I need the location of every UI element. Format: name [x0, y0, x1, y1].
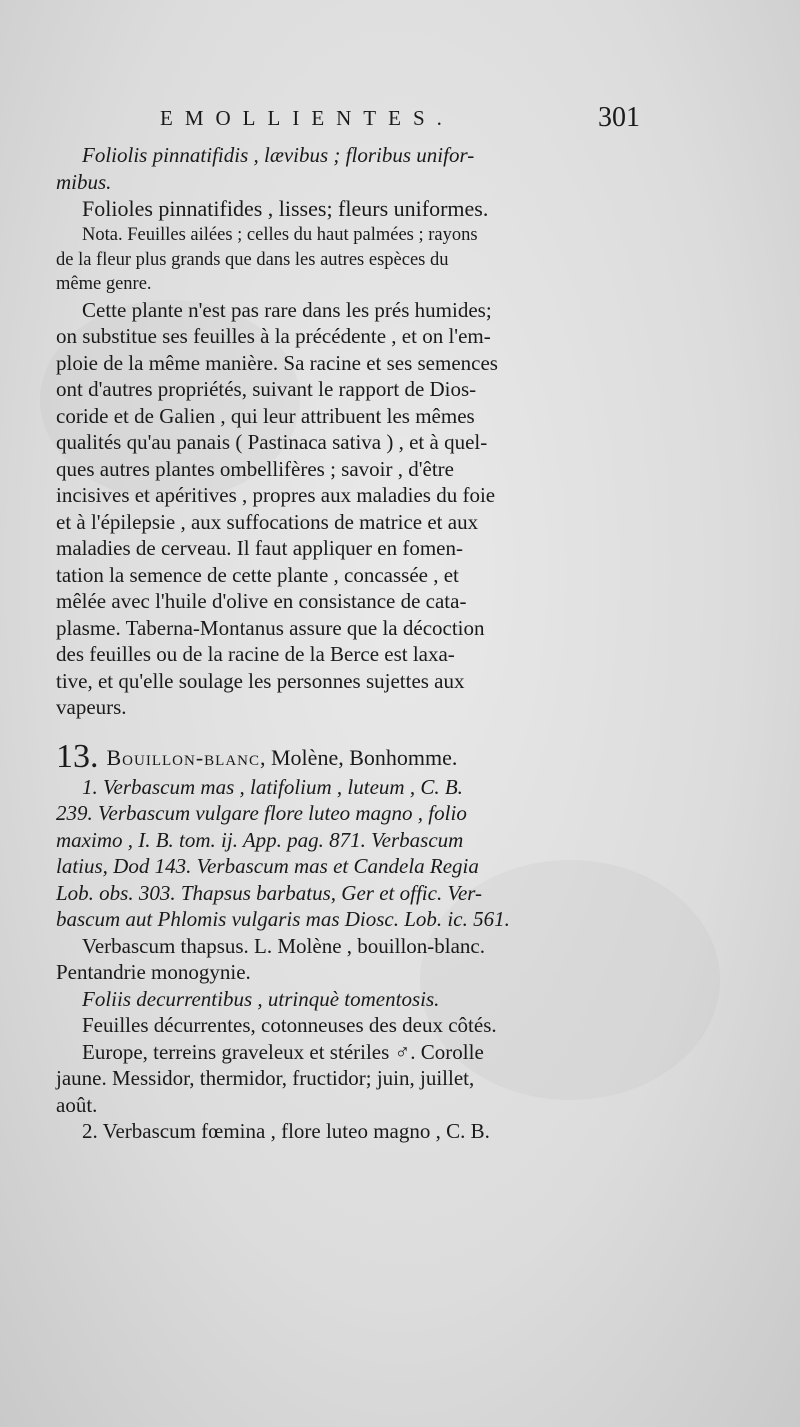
- classification-line: Pentandrie monogynie.: [56, 960, 251, 984]
- body-text-line: et à l'épilepsie , aux suffocations de matrice et aux: [56, 509, 479, 534]
- latin-diagnosis-line: mibus.: [56, 169, 112, 194]
- nota-line: Nota. Feuilles ailées ; celles du haut palmées ; rayons: [82, 225, 478, 245]
- habitat-line: jaune. Messidor, thermidor, fructidor; juin, juillet,: [56, 1066, 475, 1090]
- nota-line: de la fleur plus grands que dans les autres espèces du: [56, 249, 449, 270]
- section-gap: [56, 721, 754, 741]
- body-text-line: tation la semence de cette plante , concassée , et: [56, 562, 459, 587]
- body-text-line: incisives et apéritives , propres aux maladies du foie: [56, 483, 496, 507]
- synonymy-line: 1. Verbascum mas , latifolium , luteum , C. B.: [82, 774, 463, 799]
- synonymy-line: maximo , I. B. tom. ij. App. pag. 871. Verbascum: [56, 827, 464, 852]
- body-text-line: des feuilles ou de la racine de la Berce est laxa-: [56, 642, 455, 666]
- french-diagnosis: Folioles pinnatifides , lisses; fleurs uniformes.: [82, 196, 489, 221]
- body-text-line: vapeurs.: [56, 695, 127, 719]
- linnaean-name-line: Verbascum thapsus. L. Molène , bouillon-blanc.: [82, 933, 485, 958]
- page-header: [160, 98, 640, 138]
- body-text-line: maladies de cerveau. Il faut appliquer en fomen-: [56, 536, 463, 560]
- synonymy-line: bascum aut Phlomis vulgaris mas Diosc. Lob. ic. 561.: [56, 907, 510, 931]
- french-diagnosis: Feuilles décurrentes, cotonneuses des deux côtés.: [82, 1013, 497, 1037]
- page-number: 301: [598, 102, 640, 133]
- entry-heading: [56, 737, 754, 775]
- body-text-line: qualités qu'au panais ( Pastinaca sativa ) , et à quel-: [56, 430, 488, 454]
- synonymy-line: 2. Verbascum fœmina , flore luteo magno , C. B.: [82, 1119, 490, 1143]
- body-text-line: ploie de la même manière. Sa racine et ses semences: [56, 350, 498, 375]
- body-text-line: Cette plante n'est pas rare dans les prés humides;: [82, 297, 492, 322]
- body-text-line: coride et de Galien , qui leur attribuent les mêmes: [56, 403, 475, 428]
- running-head: EMOLLIENTES.: [160, 106, 454, 130]
- body-text-line: plasme. Taberna-Montanus assure que la décoction: [56, 615, 485, 640]
- synonymy-line: latius, Dod 143. Verbascum mas et Candela Regia: [56, 854, 479, 878]
- synonymy-line: Lob. obs. 303. Thapsus barbatus, Ger et offic. Ver-: [56, 880, 483, 905]
- nota-line: même genre.: [56, 274, 152, 294]
- body-text-line: on substitue ses feuilles à la précédente , et on l'em-: [56, 324, 491, 348]
- page-body: [56, 142, 754, 1145]
- habitat-line: Europe, terreins graveleux et stériles ♂. Corolle: [82, 1039, 484, 1064]
- body-text-line: ques autres plantes ombellifères ; savoir , d'être: [56, 456, 454, 481]
- entry-title: Bouillon-blanc: [106, 744, 260, 770]
- body-text-line: ont d'autres propriétés, suivant le rapport de Dios-: [56, 377, 477, 401]
- body-text-line: tive, et qu'elle soulage les personnes sujettes aux: [56, 668, 465, 693]
- latin-diagnosis-line: Foliis decurrentibus , utrinquè tomentosis.: [82, 986, 440, 1011]
- body-text-line: mêlée avec l'huile d'olive en consistance de cata-: [56, 589, 467, 613]
- entry-number: 13.: [56, 737, 99, 775]
- habitat-line: août.: [56, 1092, 98, 1117]
- entry-common-names: , Molène, Bonhomme.: [260, 744, 458, 770]
- synonymy-line: 239. Verbascum vulgare flore luteo magno , folio: [56, 801, 467, 825]
- latin-diagnosis-line: Foliolis pinnatifidis , lævibus ; floribus unifor-: [82, 143, 475, 167]
